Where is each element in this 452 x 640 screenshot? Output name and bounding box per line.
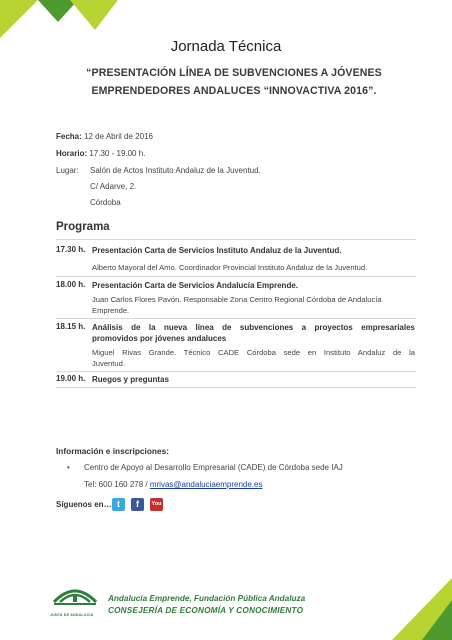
junta-andalucia-logo — [52, 586, 98, 612]
lugar-line-3: Córdoba — [90, 198, 121, 207]
horario-label: Horario: — [56, 149, 88, 158]
email-link[interactable]: mrivas@andaluciaemprende.es — [149, 480, 263, 489]
item-title: Presentación Carta de Servicios Instituto Andaluz de la Juventud. — [92, 246, 342, 255]
horario-value: 17.30 - 19.00 h. — [89, 149, 146, 158]
item-title-line-2: promovidos por jóvenes andaluces — [92, 334, 227, 343]
follow-label: Síguenos en… — [56, 500, 112, 509]
item-time: 19.00 h. — [56, 374, 86, 383]
item-title-line-1: Análisis de la nueva línea de subvenciones a proyectos empresariales — [92, 323, 415, 332]
lugar-line-2: C/ Adarve, 2. — [90, 182, 137, 191]
info-heading: Información e inscripciones: — [56, 446, 169, 456]
footer-org: Andalucía Emprende, Fundación Pública Andaluza — [108, 594, 306, 603]
item-time: 18.00 h. — [56, 280, 86, 289]
horario-row — [56, 149, 145, 158]
fecha-row — [56, 132, 153, 141]
youtube-icon[interactable]: You — [150, 498, 163, 511]
fecha-value: 12 de Abril de 2016 — [84, 132, 153, 141]
fecha-label: Fecha: — [56, 132, 82, 141]
divider — [56, 276, 416, 277]
subtitle-line-2: EMPRENDEDORES ANDALUCES “INNOVACTIVA 2016”. — [91, 85, 377, 97]
item-speaker: Alberto Mayoral del Amo. Coordinador Provincial Instituto Andaluz de la Juventud. — [92, 263, 368, 272]
corner-decoration-top-left — [0, 0, 120, 40]
programa-heading: Programa — [56, 221, 110, 233]
item-time: 17.30 h. — [56, 245, 86, 254]
facebook-icon[interactable]: f — [131, 498, 144, 511]
item-speaker-line-2: Emprende. — [92, 306, 130, 315]
divider — [56, 387, 416, 388]
info-contact — [84, 480, 262, 489]
corner-decoration-bottom-right — [372, 578, 452, 640]
logo-caption: JUNTA DE ANDALUCIA — [50, 613, 94, 617]
page-title: Jornada Técnica — [170, 38, 282, 55]
lugar-label: Lugar: — [56, 166, 79, 175]
item-speaker-line-1: Juan Carlos Flores Pavón. Responsable Zona Centro Regional Córdoba de Andalucía — [92, 295, 382, 304]
item-speaker-line-2: Juventud. — [92, 359, 125, 368]
subtitle-line-1: “PRESENTACIÓN LÍNEA DE SUBVENCIONES A JÓVENES — [86, 67, 382, 79]
divider — [56, 239, 416, 240]
divider — [56, 371, 416, 372]
lugar-line-1: Salón de Actos Instituto Andaluz de la Juventud. — [90, 166, 261, 175]
info-tel: Tel: 600 160 278 / — [84, 480, 148, 489]
bullet: • — [67, 463, 70, 472]
item-speaker-line-1: Miguel Rivas Grande. Técnico CADE Córdoba sede en Instituto Andaluz de la — [92, 348, 415, 357]
info-center: Centro de Apoyo al Desarrollo Empresarial (CADE) de Córdoba sede IAJ — [84, 463, 343, 472]
divider — [56, 318, 416, 319]
twitter-icon[interactable]: t — [112, 498, 125, 511]
event-subtitle — [60, 64, 408, 100]
item-title: Ruegos y preguntas — [92, 375, 169, 384]
item-time: 18.15 h. — [56, 322, 86, 331]
footer-consejeria: CONSEJERÍA DE ECONOMÍA Y CONOCIMIENTO — [108, 606, 304, 615]
item-title: Presentación Carta de Servicios Andalucía Emprende. — [92, 281, 298, 290]
